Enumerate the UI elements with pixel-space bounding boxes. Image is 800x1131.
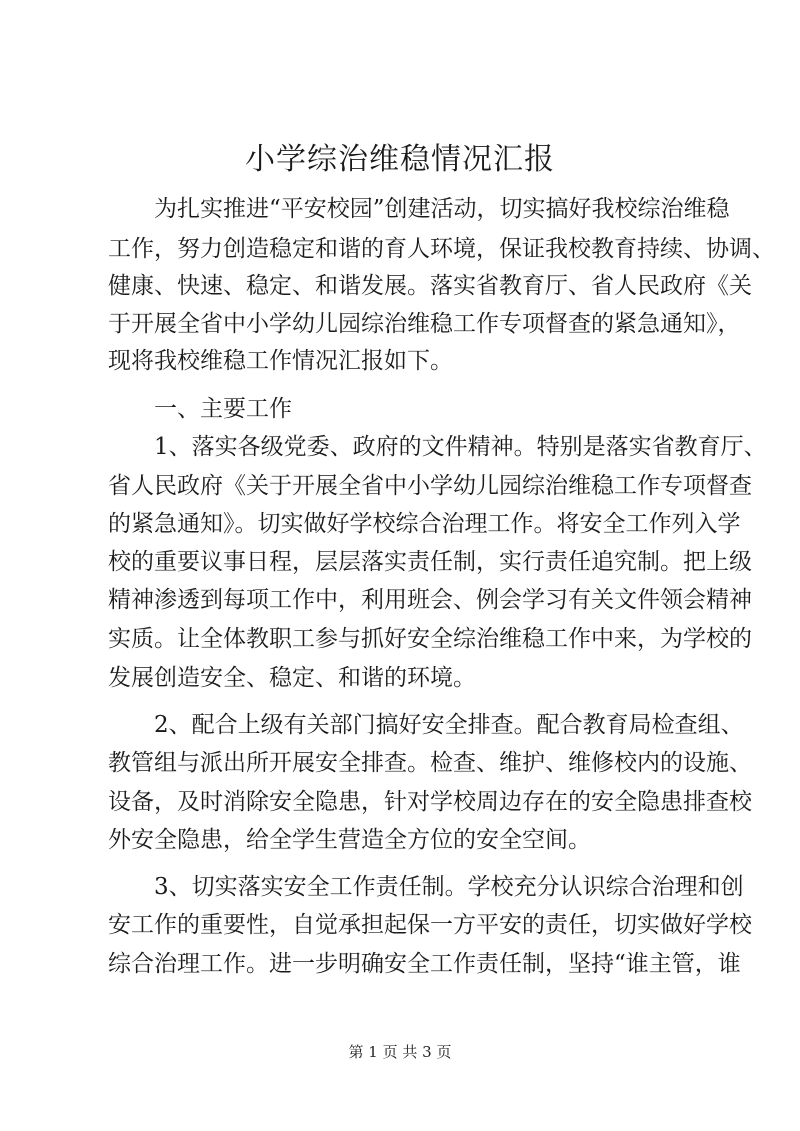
body-line: 1、落实各级党委、政府的文件精神。特别是落实省教育厅、 [108,434,767,460]
body-line: 为扎实推进“平安校园”创建活动，切实搞好我校综治维稳 [108,196,730,222]
body-line: 2、配合上级有关部门搞好安全排查。配合教育局检查组、 [108,712,744,738]
body-line: 于开展全省中小学幼儿园综治维稳工作专项督查的紧急通知》， [108,311,741,337]
body-line: 实质。让全体教职工参与抓好安全综治维稳工作中来，为学校的 [108,626,752,652]
body-line: 精神渗透到每项工作中，利用班会、例会学习有关文件领会精神 [108,587,752,613]
body-line: 外安全隐患，给全学生营造全方位的安全空间。 [108,827,591,853]
section-heading: 一、主要工作 [108,396,292,422]
body-line: 综合治理工作。进一步明确安全工作责任制，坚持“谁主管，谁 [108,951,741,977]
body-line: 教管组与派出所开展安全排查。检查、维护、维修校内的设施、 [108,750,752,776]
page-number-footer: 第 1 页 共 3 页 [348,1043,452,1061]
document-title: 小学综治维稳情况汇报 [245,142,555,177]
body-line: 健康、快速、稳定、和谐发展。落实省教育厅、省人民政府《关 [108,273,752,299]
body-line: 设备，及时消除安全隐患，针对学校周边存在的安全隐患排查校 [108,789,752,815]
body-line: 现将我校维稳工作情况汇报如下。 [108,348,453,374]
body-line: 发展创造安全、稳定、和谐的环境。 [108,665,476,691]
body-line: 省人民政府《关于开展全省中小学幼儿园综治维稳工作专项督查 [108,473,752,499]
body-line: 的紧急通知》。切实做好学校综合治理工作。将安全工作列入学 [108,511,741,537]
body-line: 3、切实落实安全工作责任制。学校充分认识综合治理和创 [108,874,744,900]
body-line: 校的重要议事日程，层层落实责任制，实行责任追究制。把上级 [108,549,752,575]
body-line: 工作，努力创造稳定和谐的育人环境，保证我校教育持续、协调、 [108,236,775,262]
body-line: 安工作的重要性，自觉承担起保一方平安的责任，切实做好学校 [108,912,752,938]
